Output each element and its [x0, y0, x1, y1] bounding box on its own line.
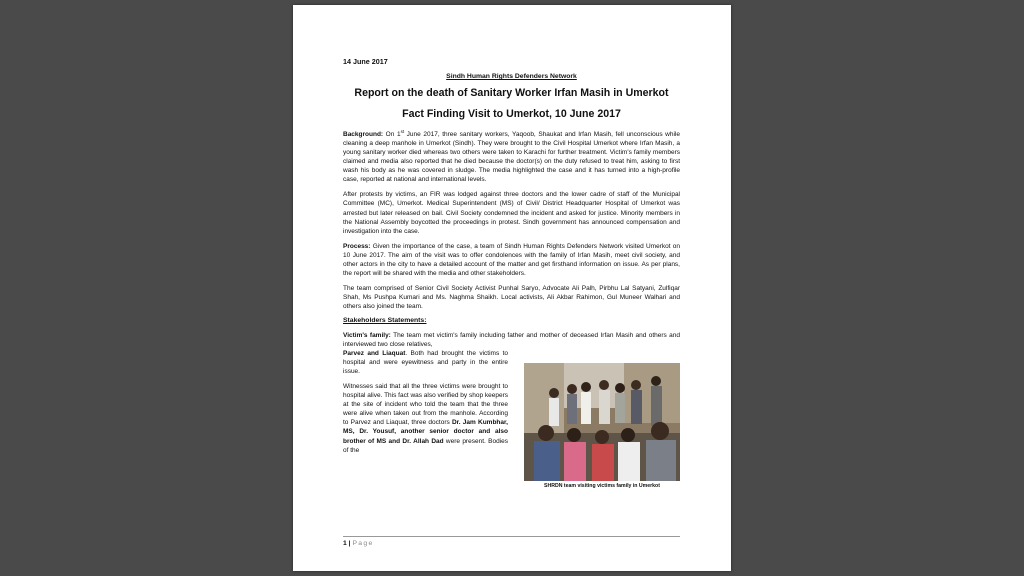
report-date: 14 June 2017 — [343, 57, 388, 66]
witnesses-paragraph — [343, 382, 508, 454]
document-page — [293, 5, 731, 571]
doctors-names: Dr. Jam Kumbhar, MS, Dr. Yousuf, another senior doctor and also brother of MS and Dr. Allah Dad — [343, 419, 508, 445]
victims-family-text-2: . Both had brought the victims to hospital and were eyewitness and party in the entire issue. — [343, 350, 508, 376]
right-column — [524, 363, 680, 489]
page-label: Page — [352, 540, 374, 547]
process-label: Process: — [343, 242, 371, 250]
report-subtitle: Fact Finding Visit to Umerkot, 10 June 2017 — [402, 108, 621, 120]
process-text: Given the importance of the case, a team of Sindh Human Rights Defenders Network visited Umerkot on 10 June 2017. The aim of the visit was to offer condolences with the family of Irfan Masih, meet civil society, and other actors in the city to have a detailed account of the matter and get firsthand information on issue. As per plans, the report will be shared with the media and other stakeholders. — [343, 242, 680, 277]
victims-family-intro — [343, 331, 680, 349]
process-paragraph — [343, 242, 680, 278]
organization-name: Sindh Human Rights Defenders Network — [446, 73, 577, 80]
relatives-names: Parvez and Liaquat — [343, 350, 406, 358]
page-content — [343, 57, 680, 489]
fir-paragraph: After protests by victims, an FIR was lodged against three doctors and the lower cadre of staff of the Municipal Committee (MC), Umerkot. Medical Superintendent (MS) of Civil/ District Headquarter Hospital of Umerkot was arrested but later released on bail. Civil Society condemned the incident and asked for justice. Minority members in the National Assembly boycotted the proceedings in protest. Sindh government has announced compensation and investigation into the case. — [343, 191, 680, 235]
background-text-pre: On 1 — [383, 131, 401, 139]
victims-family-label: Victim's family: — [343, 332, 391, 339]
witnesses-text-1: Witnesses said that all the three victims were brought to hospital alive. This fact was also verified by shop keepers at the site of incident who told the team that the three were alive when taken out from the manhole. According to Parvez and Liaquat, three doctors — [343, 383, 508, 427]
team-paragraph: The team comprised of Senior Civil Society Activist Punhal Saryo, Advocate Ali Palh, Pirbhu Lal Satyani, Zulfiqar Shah, Ms Pushpa Kumari and Ms. Naghma Shaikh. Local activists, Ali Akbar Rahimon, Gul Muneer Walhari and others also joined the team. — [343, 284, 680, 310]
page-footer — [343, 536, 680, 547]
background-paragraph — [343, 127, 680, 184]
report-title: Report on the death of Sanitary Worker Irfan Masih in Umerkot — [354, 87, 669, 99]
ordinal-sup: st — [400, 129, 405, 134]
witnesses-text-2: were present. Bodies of the — [343, 437, 508, 454]
victims-family-text-1: The team met victim's family including father and mother of deceased Irfan Masih and others and interviewed two close relatives, — [343, 332, 680, 349]
left-column — [343, 349, 508, 489]
background-label: Background: — [343, 131, 384, 139]
two-column-section — [343, 349, 680, 489]
team-visit-photo — [524, 363, 680, 481]
victims-family-paragraph — [343, 349, 508, 376]
stakeholders-heading: Stakeholders Statements: — [343, 317, 427, 324]
background-text: June 2017, three sanitary workers, Yaqoob, Shaukat and Irfan Masih, fell unconscious while cleaning a deep manhole in Umerkot (Sindh). They were brought to the Civil Hospital Umerkot where Irfan Masih, a young sanitary worker died whereas two others were taken to Karachi for further treatment. Victim's family members claimed and media also reported that he died because the doctor(s) on the duty refused to treat him, asking to first wash his body as he was covered in sludge. The media highlighted the case and it has turned into a high-profile case, reported at national and international levels. — [343, 131, 680, 184]
footer-separator: | — [348, 540, 351, 547]
page-number: 1 — [343, 540, 347, 547]
photo-caption: SHRDN team visiting victims family in Umerkot — [544, 483, 660, 490]
